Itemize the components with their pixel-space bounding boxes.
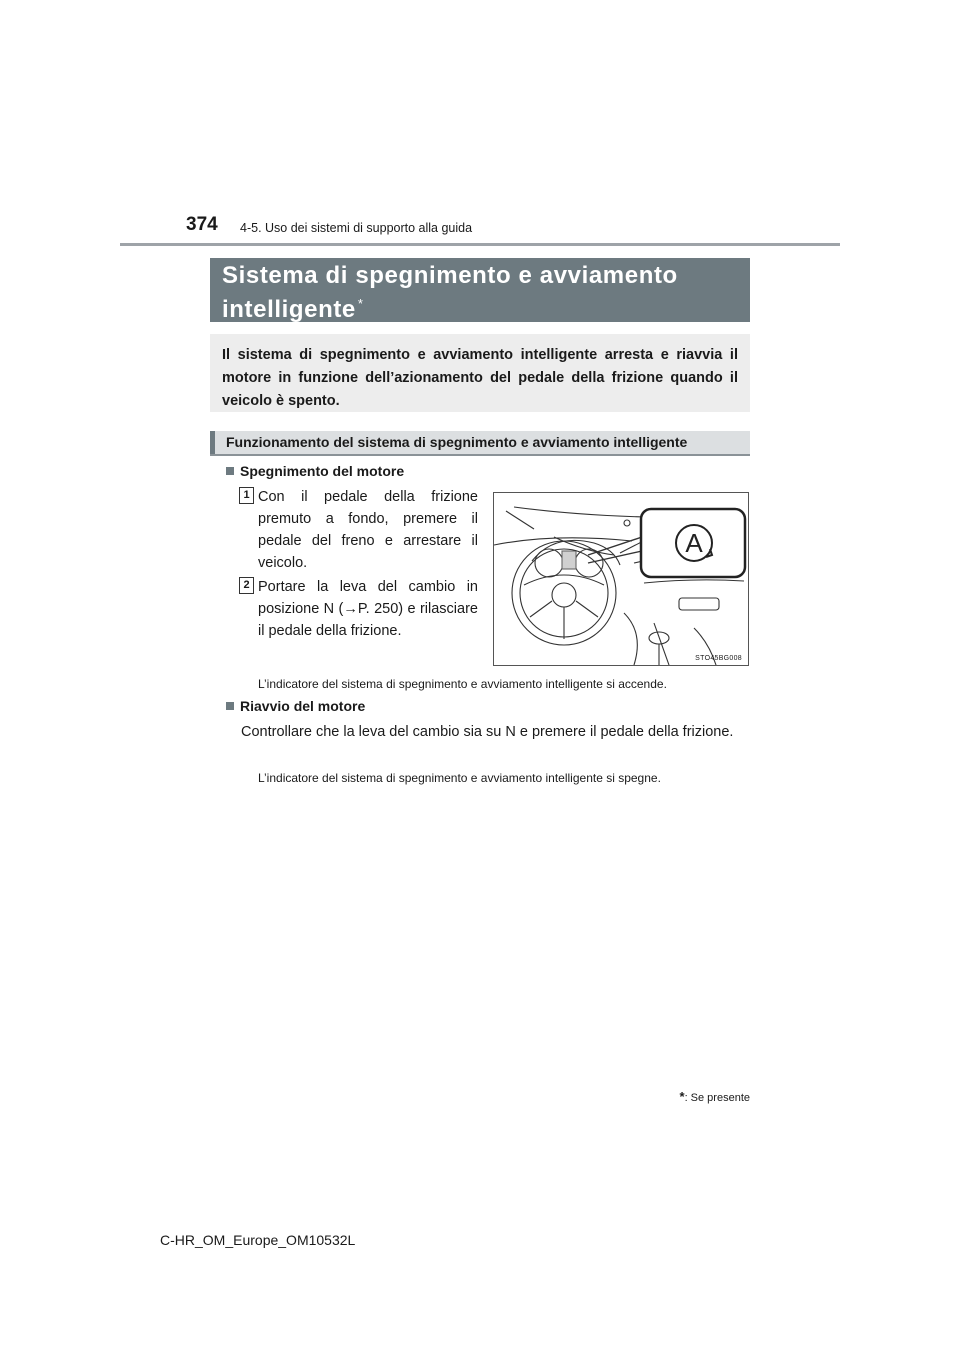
restart-heading-text: Riavvio del motore <box>240 698 366 714</box>
stop-note: L’indicatore del sistema di spegnimento e avviamento intelligente si accende. <box>258 677 667 691</box>
title-asterisk-marker: * <box>357 296 364 311</box>
stop-heading <box>226 463 404 479</box>
restart-note: L’indicatore del sistema di spegnimento e avviamento intelligente si spegne. <box>258 771 661 785</box>
subsection-heading <box>210 431 750 456</box>
callout-letter: A <box>685 528 703 558</box>
stop-heading-text: Spegnimento del motore <box>240 463 405 479</box>
arrow-right-icon: → <box>343 601 358 617</box>
dashboard-figure <box>493 492 749 666</box>
step-1-number: 1 <box>239 487 254 504</box>
restart-text: Controllare che la leva del cambio sia su N e premere il pedale della frizione. <box>241 724 734 740</box>
page-title-line2 <box>222 290 738 324</box>
page-number: 374 <box>186 214 218 235</box>
square-bullet-icon <box>226 467 234 475</box>
step-2-number: 2 <box>239 577 254 594</box>
header-rule <box>120 243 840 246</box>
footnote <box>680 1089 751 1104</box>
subsection-heading-text: Funzionamento del sistema di spegnimento e avviamento intelligente <box>226 434 688 450</box>
dashboard-illustration <box>494 493 748 665</box>
title-box <box>210 258 750 322</box>
footnote-text: : Se presente <box>684 1092 750 1104</box>
step-2-text <box>258 576 478 642</box>
page-title-word: intelligente <box>222 296 356 323</box>
footnote-asterisk: * <box>679 1089 685 1104</box>
restart-heading <box>226 698 365 714</box>
page-title-line1: Sistema di spegnimento e avviamento <box>222 262 678 289</box>
subsection-heading-bar <box>210 431 215 454</box>
step-2-text-after: P. 250) e rilasciare il pedale della frizione. <box>258 601 478 639</box>
square-bullet-icon <box>226 702 234 710</box>
figure-code: STO45BG008 <box>695 655 742 662</box>
step-2-text-before: Portare la leva del cambio in posizione N ( <box>258 579 478 617</box>
intro-box: Il sistema di spegnimento e avviamento intelligente arresta e riavvia il motore in funzione dell’azionamento del pedale della frizione quando il veicolo è spento. <box>210 334 750 412</box>
step-1-text: Con il pedale della frizione premuto a fondo, premere il pedale del freno e arrestare il veicolo. <box>258 489 478 571</box>
document-id: C-HR_OM_Europe_OM10532L <box>160 1232 356 1248</box>
section-reference: 4-5. Uso dei sistemi di supporto alla guida <box>240 221 473 235</box>
